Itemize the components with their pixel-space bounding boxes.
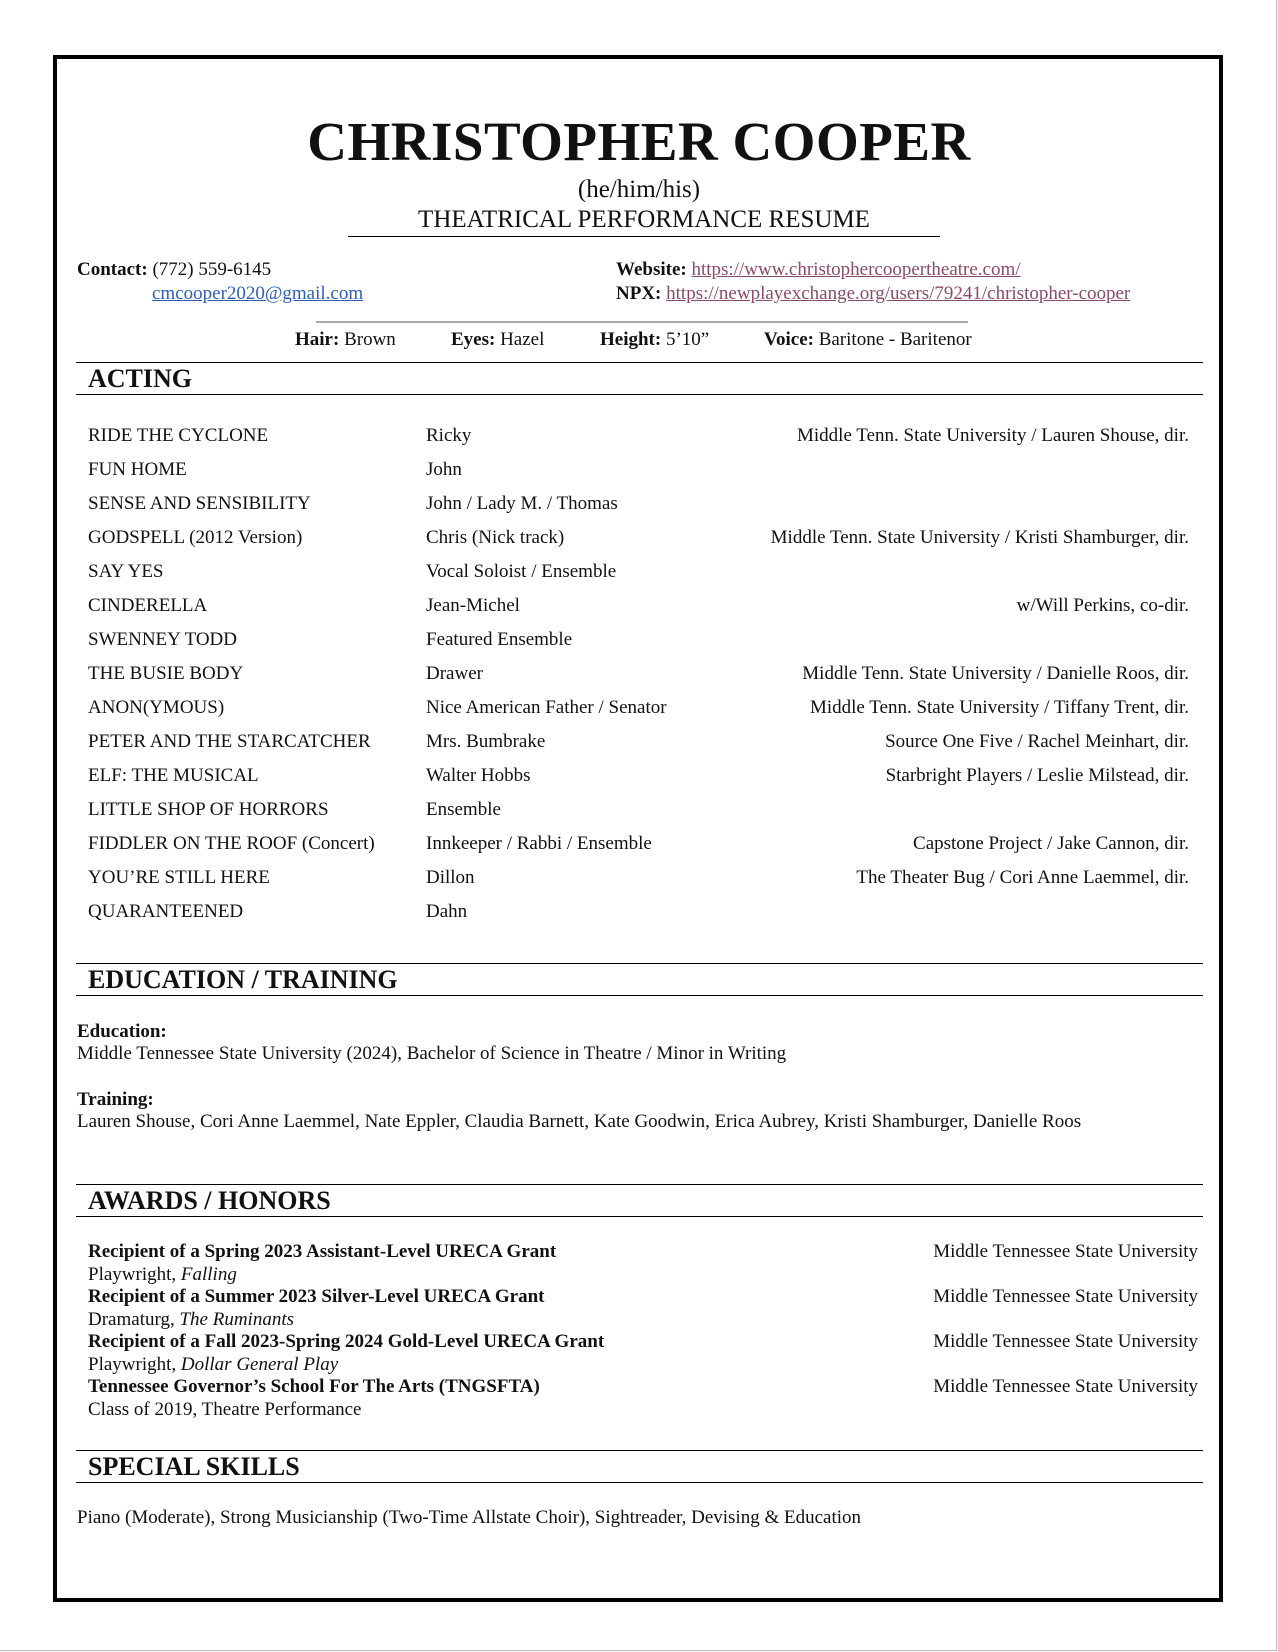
height-label: Height: — [600, 329, 662, 350]
contact-label: Contact: — [77, 259, 148, 280]
production-title: ANON(YMOUS) — [88, 697, 225, 718]
eyes-label: Eyes: — [451, 329, 496, 350]
production-title: ELF: THE MUSICAL — [88, 765, 259, 786]
npx-label: NPX: — [616, 283, 662, 304]
candidate-name: CHRISTOPHER COOPER — [307, 111, 971, 172]
venue-director: Source One Five / Rachel Meinhart, dir. — [885, 731, 1189, 752]
award-title: Recipient of a Summer 2023 Silver-Level URECA Grant — [88, 1286, 545, 1307]
production-title: SENSE AND SENSIBILITY — [88, 493, 311, 514]
production-title: SAY YES — [88, 561, 164, 582]
website-line — [616, 259, 1021, 281]
venue-director: Middle Tenn. State University / Kristi Shamburger, dir. — [770, 527, 1189, 548]
venue-director: Middle Tenn. State University / Tiffany Trent, dir. — [809, 697, 1189, 718]
production-title: RIDE THE CYCLONE — [88, 425, 269, 446]
production-title: PETER AND THE STARCATCHER — [88, 731, 371, 752]
training-text: Lauren Shouse, Cori Anne Laemmel, Nate Eppler, Claudia Barnett, Kate Goodwin, Erica Aubrey, Kristi Shamburger, Danielle Roos — [77, 1111, 1082, 1132]
website-label: Website: — [616, 259, 687, 280]
production-title: FUN HOME — [88, 459, 187, 480]
hair-stat — [295, 329, 396, 351]
role-name: John — [426, 459, 462, 480]
acting-title: ACTING — [88, 364, 193, 393]
role-name: Featured Ensemble — [426, 629, 573, 650]
role-name: Nice American Father / Senator — [426, 697, 667, 718]
role-name: John / Lady M. / Thomas — [426, 493, 618, 514]
contact-divider — [316, 321, 968, 323]
email-link[interactable]: cmcooper2020@gmail.com — [152, 283, 364, 304]
venue-director: The Theater Bug / Cori Anne Laemmel, dir. — [856, 867, 1189, 888]
skills-title: SPECIAL SKILLS — [88, 1452, 300, 1481]
role-name: Dillon — [426, 867, 475, 888]
award-detail: Playwright, Dollar General Play — [88, 1354, 339, 1375]
role-name: Walter Hobbs — [426, 765, 531, 786]
venue-director: Starbright Players / Leslie Milstead, dir. — [885, 765, 1189, 786]
training-label: Training: — [77, 1089, 154, 1110]
role-name: Vocal Soloist / Ensemble — [426, 561, 617, 582]
role-name: Drawer — [426, 663, 483, 684]
hair-label: Hair: — [295, 329, 340, 350]
skills-text: Piano (Moderate), Strong Musicianship (Two-Time Allstate Choir), Sightreader, Devising & Education — [77, 1507, 862, 1528]
award-title: Tennessee Governor’s School For The Arts (TNGSFTA) — [88, 1376, 540, 1397]
production-title: FIDDLER ON THE ROOF (Concert) — [88, 833, 375, 854]
phone-number: (772) 559-6145 — [152, 259, 272, 280]
height-stat — [600, 329, 709, 351]
production-title: LITTLE SHOP OF HORRORS — [88, 799, 329, 820]
eyes-stat — [451, 329, 544, 351]
awards-title: AWARDS / HONORS — [88, 1186, 331, 1215]
voice-stat — [764, 329, 972, 351]
award-title: Recipient of a Spring 2023 Assistant-Level URECA Grant — [88, 1241, 557, 1262]
award-detail: Playwright, Falling — [88, 1264, 237, 1285]
award-org: Middle Tennessee State University — [933, 1331, 1198, 1352]
npx-line — [616, 283, 1130, 305]
website-link[interactable]: https://www.christophercoopertheatre.com/ — [691, 259, 1021, 280]
role-name: Mrs. Bumbrake — [426, 731, 546, 752]
award-org: Middle Tennessee State University — [933, 1241, 1198, 1262]
role-name: Chris (Nick track) — [426, 527, 565, 548]
role-name: Jean-Michel — [426, 595, 520, 616]
voice-label: Voice: — [764, 329, 814, 350]
venue-director: w/Will Perkins, co-dir. — [1016, 595, 1189, 616]
npx-link[interactable]: https://newplayexchange.org/users/79241/christopher-cooper — [666, 283, 1131, 304]
awards-section-header — [76, 1184, 1203, 1217]
education-label: Education: — [77, 1021, 167, 1042]
award-detail: Class of 2019, Theatre Performance — [88, 1399, 362, 1420]
skills-section-header — [76, 1450, 1203, 1483]
role-name: Ricky — [426, 425, 472, 446]
acting-section-header — [76, 362, 1203, 395]
hair-value: Brown — [344, 329, 396, 350]
award-org: Middle Tennessee State University — [933, 1286, 1198, 1307]
award-title: Recipient of a Fall 2023-Spring 2024 Gold-Level URECA Grant — [88, 1331, 605, 1352]
role-name: Ensemble — [426, 799, 501, 820]
production-title: CINDERELLA — [88, 595, 208, 616]
voice-value: Baritone - Baritenor — [818, 329, 972, 350]
venue-director: Middle Tenn. State University / Danielle Roos, dir. — [802, 663, 1189, 684]
production-title: YOU’RE STILL HERE — [88, 867, 270, 888]
pronouns: (he/him/his) — [577, 176, 701, 203]
award-detail: Dramaturg, The Ruminants — [88, 1309, 294, 1330]
contact-line — [77, 259, 271, 281]
award-org: Middle Tennessee State University — [933, 1376, 1198, 1397]
role-name: Innkeeper / Rabbi / Ensemble — [426, 833, 652, 854]
height-value: 5’10” — [665, 329, 710, 350]
venue-director: Middle Tenn. State University / Lauren Shouse, dir. — [797, 425, 1189, 446]
resume-subtitle: THEATRICAL PERFORMANCE RESUME — [348, 206, 940, 237]
education-section-header — [76, 963, 1203, 996]
production-title: GODSPELL (2012 Version) — [88, 527, 303, 548]
production-title: THE BUSIE BODY — [88, 663, 244, 684]
production-title: SWENNEY TODD — [88, 629, 238, 650]
eyes-value: Hazel — [500, 329, 545, 350]
venue-director: Capstone Project / Jake Cannon, dir. — [913, 833, 1189, 854]
role-name: Dahn — [426, 901, 468, 922]
education-text: Middle Tennessee State University (2024), Bachelor of Science in Theatre / Minor in Writing — [77, 1043, 787, 1064]
education-title: EDUCATION / TRAINING — [88, 965, 398, 994]
production-title: QUARANTEENED — [88, 901, 244, 922]
email-line — [152, 283, 363, 305]
